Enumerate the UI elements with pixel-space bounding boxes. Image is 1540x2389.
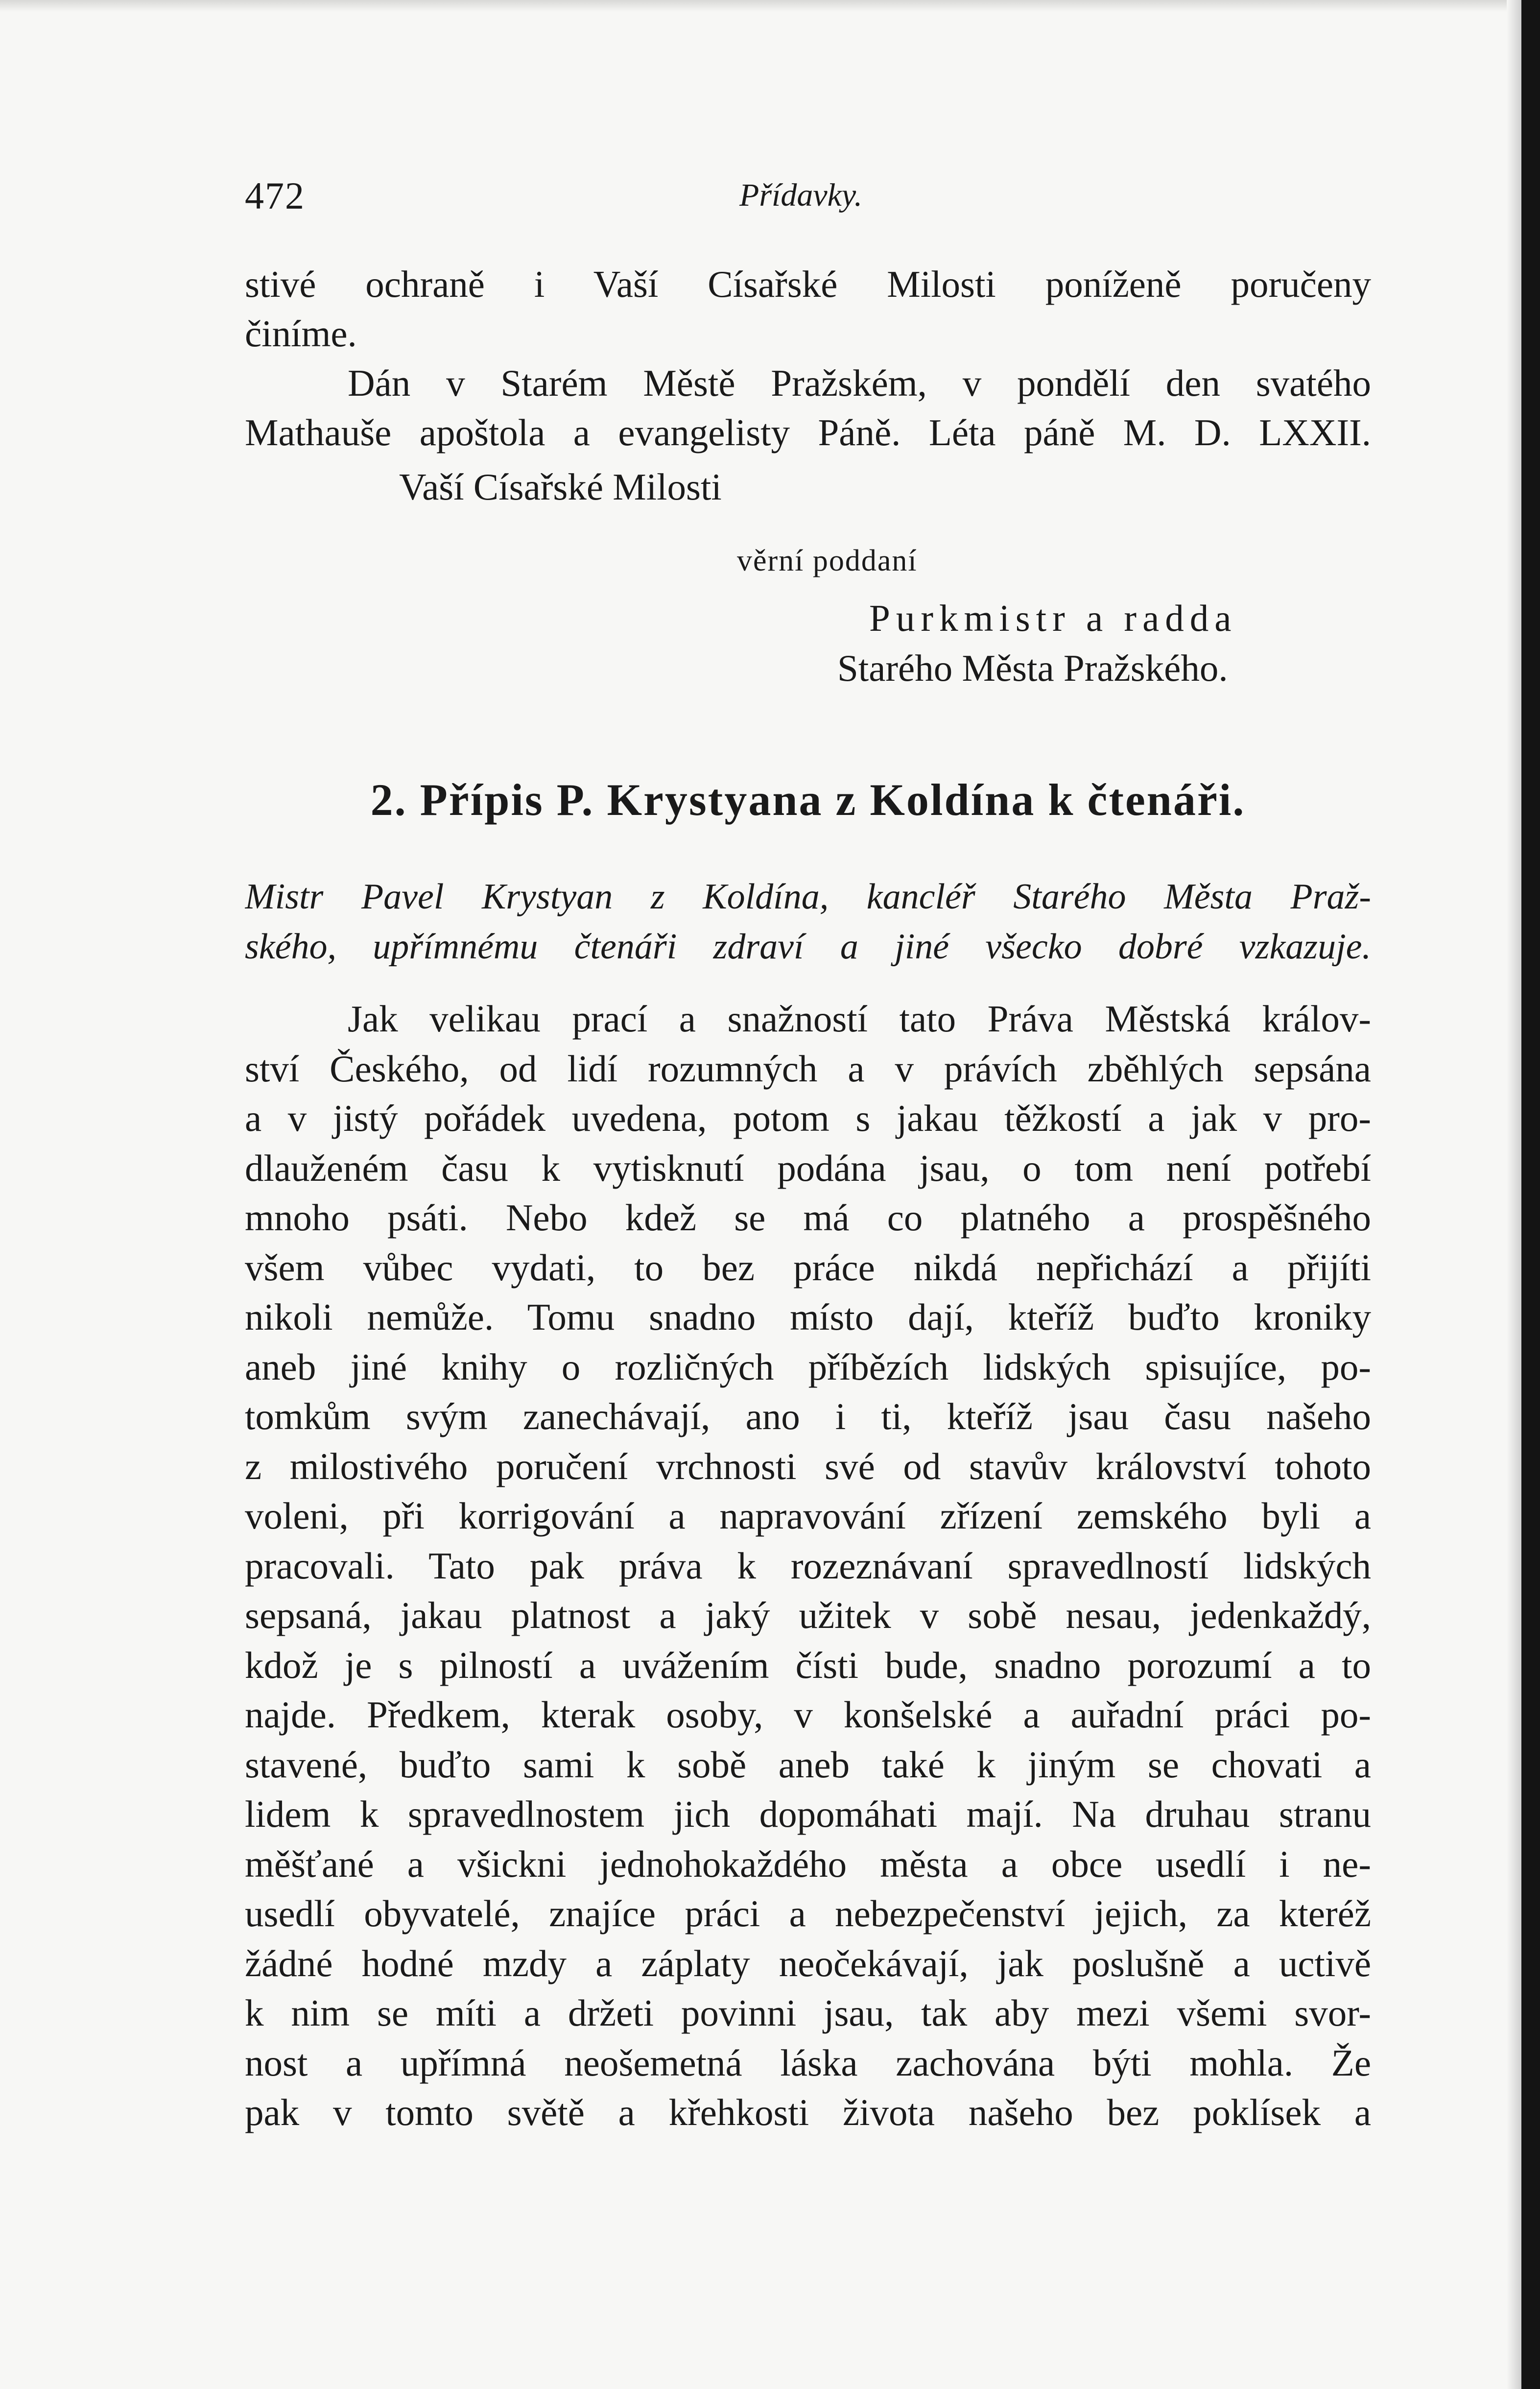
text-line: všem vůbec vydati, to bez práce nikdá nepřichází a přijíti <box>245 1246 1371 1289</box>
text-line: nost a upřímná neošemetná láska zachována býti mohla. Že <box>245 2041 1371 2084</box>
letter-date-paragraph <box>245 358 1371 457</box>
text-line: a v jistý pořádek uvedena, potom s jakau těžkostí a jak v pro- <box>245 1097 1371 1139</box>
text-line: Jak velikau prací a snažností tato Práva Městská králov- <box>348 998 1371 1040</box>
page-dark-edge <box>1521 0 1540 2389</box>
text-line: Mistr Pavel Krystyan z Koldína, kancléř Starého Města Praž- <box>245 877 1371 917</box>
intro-paragraph <box>245 872 1371 972</box>
text-line: kdož je s pilností a uvážením čísti bude, snadno porozumí a to <box>245 1644 1371 1686</box>
closing-subjects: věrní poddaní <box>737 544 918 577</box>
text-line: žádné hodné mzdy a záplaty neočekávají, jak poslušně a uctivě <box>245 1942 1371 1984</box>
letter-end-paragraph <box>245 260 1371 358</box>
text-line: měšťané a všickni jednohokaždého města a obce usedlí i ne- <box>245 1842 1371 1885</box>
text-line: aneb jiné knihy o rozličných příbězích lidských spisujíce, po- <box>245 1345 1371 1388</box>
text-line: k nim se míti a držeti povinni jsau, tak aby mezi všemi svor- <box>245 1992 1371 2034</box>
signature-line-2: Starého Města Pražského. <box>837 647 1228 689</box>
text-line: Dán v Starém Městě Pražském, v pondělí den svatého <box>348 362 1371 404</box>
text-line: Mathauše apoštola a evangelisty Páně. Léta páně M. D. LXXII. <box>245 411 1371 454</box>
text-line: stivé ochraně i Vaší Císařské Milosti poníženě poručeny <box>245 263 1371 305</box>
text-line: pracovali. Tato pak práva k rozeznávaní spravedlností lidských <box>245 1544 1371 1587</box>
text-line: pak v tomto světě a křehkosti života našeho bez poklísek a <box>245 2091 1371 2133</box>
text-line: nikoli nemůže. Tomu snadno místo dají, kteříž buďto kroniky <box>245 1296 1371 1338</box>
section-heading: 2. Přípis P. Krystyana z Koldína k čtenáři. <box>370 775 1246 825</box>
page-gutter-shadow <box>1507 0 1521 2389</box>
text-line: lidem k spravedlnostem jich dopomáhati mají. Na druhau stranu <box>245 1793 1371 1835</box>
text-line: činíme. <box>245 312 357 355</box>
body-paragraph <box>245 994 1371 2138</box>
text-line: najde. Předkem, kterak osoby, v konšelské a auřadní práci po- <box>245 1694 1371 1736</box>
text-line: stavené, buďto sami k sobě aneb také k jiným se chovati a <box>245 1743 1371 1786</box>
page-number: 472 <box>245 174 305 217</box>
text-line: voleni, při korrigování a napravování zřízení zemského byli a <box>245 1495 1371 1537</box>
text-line: dlauženém času k vytisknutí podána jsau, o tom není potřebí <box>245 1147 1371 1189</box>
page-top-shadow <box>0 0 1507 12</box>
closing-salutation: Vaší Císařské Milosti <box>399 466 722 508</box>
text-line: usedlí obyvatelé, znajíce práci a nebezpečenství jejich, za kteréž <box>245 1892 1371 1935</box>
text-line: mnoho psáti. Nebo kdež se má co platného a prospěšného <box>245 1196 1371 1239</box>
running-head <box>245 174 1371 228</box>
signature-line-1: Purkmistr a radda <box>869 597 1237 639</box>
text-line: ského, upřímnému čtenáři zdraví a jiné všecko dobré vzkazuje. <box>245 927 1371 967</box>
text-line: z milostivého poručení vrchnosti své od stavův království tohoto <box>245 1445 1371 1487</box>
text-line: tomkům svým zanechávají, ano i ti, kteříž jsau času našeho <box>245 1395 1371 1437</box>
text-line: ství Českého, od lidí rozumných a v právích zběhlých sepsána <box>245 1047 1371 1090</box>
running-title: Přídavky. <box>739 177 863 213</box>
text-line: sepsaná, jakau platnost a jaký užitek v sobě nesau, jedenkaždý, <box>245 1594 1371 1636</box>
